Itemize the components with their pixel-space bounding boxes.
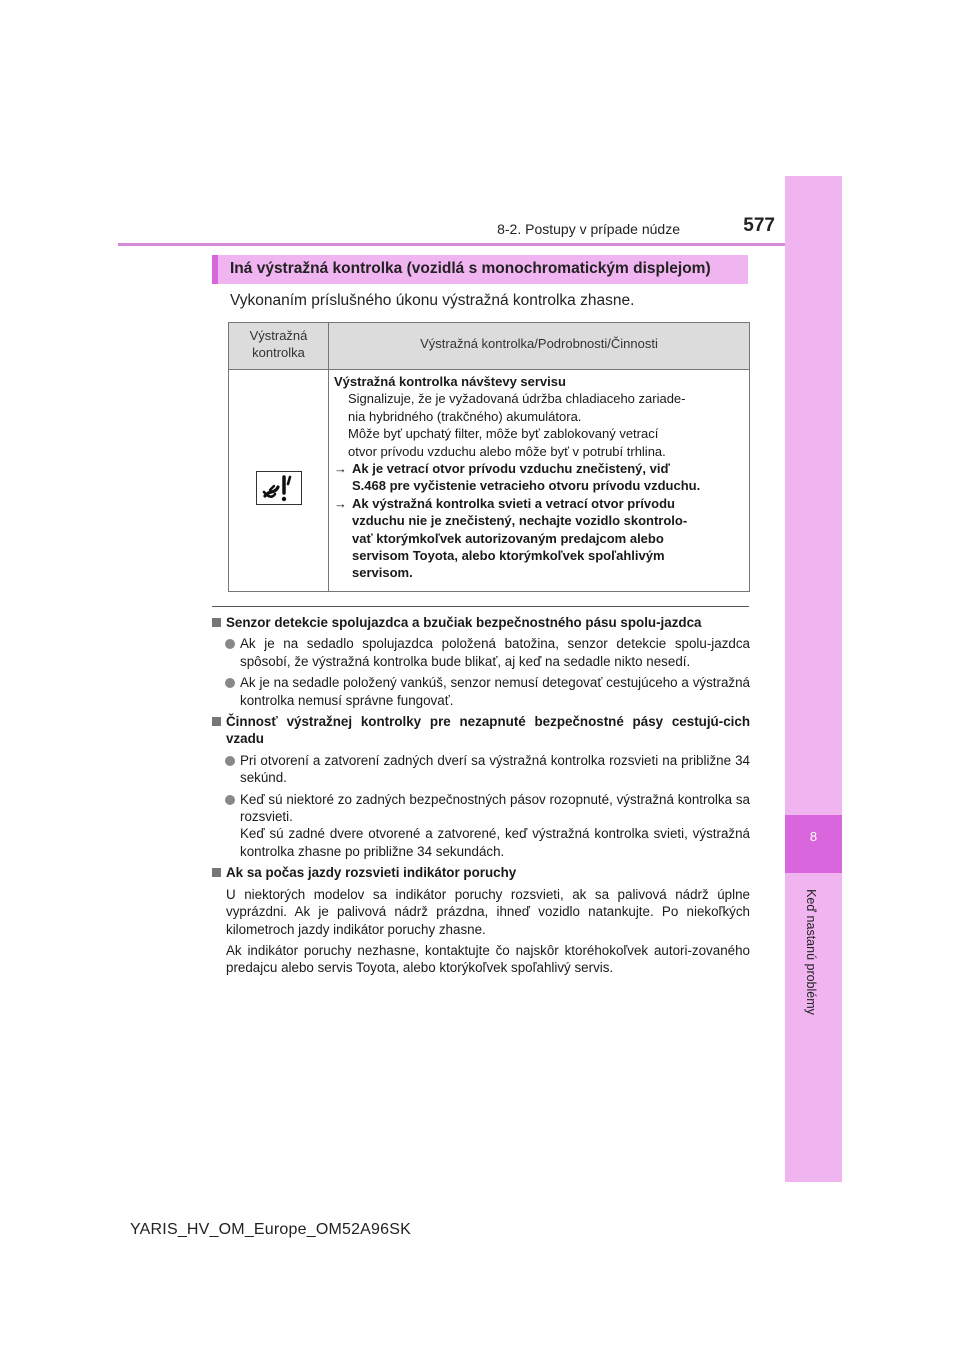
warning-light-title: Výstražná kontrolka návštevy servisu [334, 374, 566, 389]
square-bullet-icon [212, 717, 221, 726]
square-bullet-icon [212, 868, 221, 877]
note-paragraph: U niektorých modelov sa indikátor poruchy rozsvieti, ak sa palivová nádrž úplne vyprázdni. Ak je palivová nádrž prázdna, ihneď vozidlo natankujte. Po niekoľkých kilometroch jazdy indikátor poruchy zhasne. [226, 886, 750, 937]
warning-desc-line: Môže byť upchatý filter, môže byť zablokovaný vetrací [348, 426, 659, 442]
action-item-2: → Ak výstražná kontrolka svieti a vetrací otvor prívodu vzduchu nie je znečistený, nechajte vozidlo skontrolo- vať ktorýmkoľvek autorizovaným predajcom alebo servisom Toyota, alebo ktorýmkoľvek spoľahlivým servisom. [334, 495, 688, 581]
arrow-icon: → [334, 461, 347, 477]
header-section-title: 8-2. Postupy v prípade núdze [497, 221, 680, 237]
section-separator [212, 606, 749, 607]
footer-document-code: YARIS_HV_OM_Europe_OM52A96SK [130, 1221, 411, 1238]
square-bullet-icon [212, 618, 221, 627]
round-bullet-icon [225, 678, 235, 688]
note-heading: Činnosť výstražnej kontrolky pre nezapnuté bezpečnostné pásy cestujú-cich vzadu [212, 713, 750, 748]
chapter-number: 8 [809, 829, 818, 844]
page-number: 577 [743, 215, 775, 236]
warning-light-table [228, 322, 750, 592]
table-header-col1: Výstražná kontrolka [249, 328, 308, 360]
note-heading: Senzor detekcie spolujazdca a bzučiak bezpečnostného pásu spolu-jazdca [212, 614, 750, 631]
action-item-1: → Ak je vetrací otvor prívodu vzduchu znečistený, viď S.468 pre vyčistenie vetracieho otvoru prívodu vzduchu. [334, 461, 701, 494]
note-bullet: Ak je na sedadlo spolujazdca položená batožina, senzor detekcie spolu-jazdca spôsobí, že výstražná kontrolka bude blikať, aj keď na sedadle nikto nesedí. [212, 635, 750, 670]
chapter-number-box [785, 815, 842, 873]
arrow-icon: → [334, 495, 347, 511]
service-reminder-warning-icon [256, 471, 302, 505]
round-bullet-icon [225, 639, 235, 649]
warning-desc-line: nia hybridného (trakčného) akumulátora. [348, 408, 582, 424]
note-bullet: Ak je na sedadle položený vankúš, senzor nemusí detegovať cestujúceho a výstražná kontrolka nemusí správne fungovať. [212, 674, 750, 709]
section-heading: Iná výstražná kontrolka (vozidlá s monochromatickým displejom) [212, 255, 748, 284]
round-bullet-icon [225, 795, 235, 805]
note-bullet: Keď sú niektoré zo zadných bezpečnostných pásov rozopnuté, výstražná kontrolka sa rozsvieti. [212, 791, 750, 826]
table-header-col2: Výstražná kontrolka/Podrobnosti/Činnosti [420, 336, 658, 351]
note-paragraph: Keď sú zadné dvere otvorené a zatvorené, keď výstražná kontrolka svieti, výstražná kontrolka zhasne po približne 34 sekundách. [240, 826, 750, 859]
note-paragraph: Ak indikátor poruchy nezhasne, kontaktujte čo najskôr ktoréhokoľvek autori-zovaného predajcu alebo servis Toyota, alebo ktorýkoľvek spoľahlivý servis. [226, 942, 750, 976]
warning-desc-line: otvor prívodu vzduchu alebo môže byť v potrubí trhlina. [348, 443, 666, 459]
table-column-divider [328, 323, 329, 591]
table-row-content [334, 373, 746, 582]
intro-text: Vykonaním príslušného úkonu výstražná kontrolka zhasne. [230, 292, 635, 309]
note-heading: Ak sa počas jazdy rozsvieti indikátor poruchy [212, 864, 750, 881]
header-rule [118, 243, 785, 246]
chapter-title: Keď nastanú problémy [804, 889, 818, 1015]
round-bullet-icon [225, 756, 235, 766]
warning-desc-line: Signalizuje, že je vyžadovaná údržba chladiaceho zariade- [348, 391, 686, 407]
note-bullet: Pri otvorení a zatvorení zadných dverí sa výstražná kontrolka rozsvieti na približne 34 sekúnd. [212, 752, 750, 787]
notes-section [212, 614, 750, 981]
